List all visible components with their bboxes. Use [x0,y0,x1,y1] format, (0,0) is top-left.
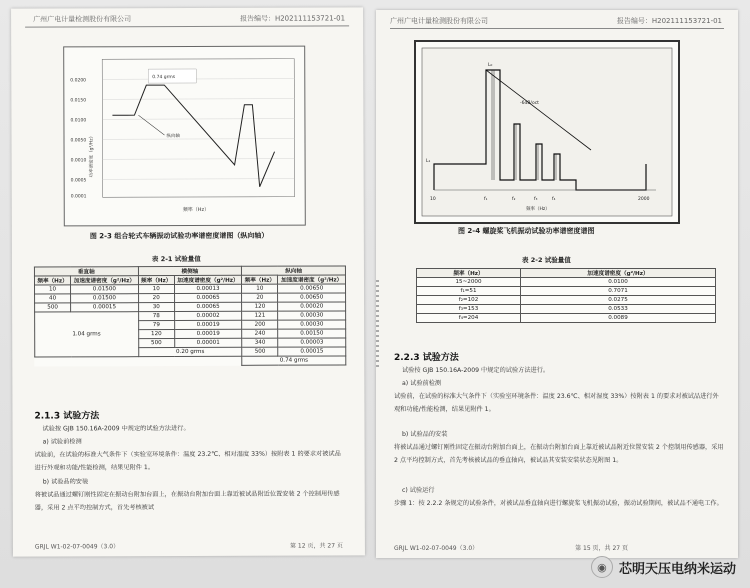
page-edge-marks [376,280,379,370]
cell: 0.00150 [278,329,346,338]
cell: 79 [138,321,174,330]
transverse-total: 0.20 grms [138,347,242,356]
left-x-axis-label: 频率（Hz） [182,206,210,214]
cell: 0.00030 [278,311,346,320]
right-para-7: 步骤 1：按 2.2.2 条规定的试验条件，对被试品垂直轴向进行螺旋桨飞机振动试验，振动试验期间，被试品不通电工作。 [394,500,723,507]
col-psd: 加速度谱密度（g²/Hz） [521,269,716,278]
right-para-6: c) 试验运行 [402,487,435,494]
cell: 10 [242,284,278,293]
right-psd-chart [416,42,678,222]
slope-label: -6dB/oct [520,101,539,106]
left-figure-caption: 图 2-3 组合轮式车辆振动试验功率谱密度谱图（纵向轴） [89,231,269,241]
longitudinal-total: 0.74 grms [242,356,346,365]
y-tick-2: 0.0150 [70,98,87,104]
cell: 0.00003 [278,338,346,347]
cell: 120 [138,330,174,339]
y-tick-6: 0.0005 [70,178,87,184]
left-test-level-table [34,265,346,366]
x-label-f2: f₂ [512,197,516,202]
y-tick-3: 0.0100 [70,118,87,124]
left-section-heading: 2.1.3 试验方法 [34,411,100,422]
cell: 0.0089 [521,314,716,323]
left-footer-doc-id: GRJL W1-02-07-0049（3.0） [34,543,120,551]
table-row [417,278,716,287]
y-label-l1: L₁ [426,159,431,164]
right-header-rule [390,28,724,29]
col-freq: 频率（Hz） [242,275,278,284]
right-figure-caption: 图 2-4 螺旋桨飞机振动试验功率谱密度谱图 [458,227,595,235]
left-psd-curve [112,85,274,188]
group-vertical: 垂直轴 [34,267,138,276]
cell: 121 [242,311,278,320]
table-row [417,305,716,314]
x-label-10: 10 [430,197,436,202]
cell: 0.0275 [521,296,716,305]
y-tick-7: 0.0001 [70,194,87,200]
col-psd: 加速度谱密度（g²/Hz） [71,276,139,285]
right-table-title: 表 2-2 试验量值 [522,256,571,264]
vertical-total: 1.04 grms [35,312,139,357]
right-section-heading: 2.2.3 试验方法 [394,353,459,363]
right-psd-figure [414,40,680,224]
left-table-title: 表 2-1 试验量值 [151,254,201,264]
table-group-header-row [34,266,345,276]
y-tick-5: 0.0010 [70,158,87,164]
right-x-axis-label: 频率（Hz） [526,207,550,212]
left-para-1: 试验按 GJB 150.16A-2009 中规定的试验方法进行。 [42,424,190,433]
watermark-text: 芯明天压电纳米运动 [618,561,736,577]
right-footer-page: 第 15 页，共 27 页 [575,545,628,552]
cell: f₃=153 [417,305,521,314]
table-row [417,296,716,305]
legend-label: 纵向轴 [166,134,181,140]
right-header-report-no: 报告编号：H202111153721-01 [616,17,722,25]
cell: 20 [242,293,278,302]
wechat-watermark [591,556,736,578]
left-para-5: 将被试品通过螺钉刚性固定在振动台附加台面上，在振动台附加台面上靠近被试品附近位置安装 2 个控制用传感器，采用 2 点平均控制方式，首先考核被试 [34,490,340,512]
cell: 0.00015 [71,303,139,312]
cell: 0.7071 [521,287,716,296]
cell: 0.00065 [174,293,242,302]
cell: 0.01500 [71,294,139,303]
group-transverse: 横侧轴 [138,266,242,275]
left-psd-figure [63,46,306,227]
cell: 30 [138,303,174,312]
left-para-3: 试验前，在试验的标准大气条件下（实验室环境条件：温度 23.2℃、相对湿度 33%）按附表 1 的要求对被试品进行外观和功能/性能检测，结果见附件 1。 [34,450,341,472]
cell: 0.01500 [71,285,139,294]
cell: 0.00030 [278,320,346,329]
right-para-3: 试验前，在试验的标准大气条件下（实验室环境条件：温度 23.6℃、相对湿度 33%）按附表 1 的要求对被试品进行外观和功能/性能检测，结果见附件 1。 [394,393,719,413]
cell: 0.00001 [174,338,242,347]
cell: 0.00020 [278,302,346,311]
left-header-org: 广州广电计量检测股份有限公司 [33,15,132,24]
cell: 40 [35,294,71,303]
right-para-4: b) 试验品的安装 [402,431,448,438]
right-para-5: 将被试品通过螺钉刚性固定在振动台附加台面上，在振动台附加台面上靠近被试品附近位置安装 2 个控制用传感器，采用 2 点平均控制方式，首先考核被试品的垂直轴向，被试品其安装安装状态见附图 1。 [394,444,724,464]
cell: 500 [138,339,174,348]
cell: 0.00013 [174,284,242,293]
col-freq: 频率（Hz） [138,276,174,285]
cell: 0.00015 [278,347,346,356]
y-tick-1: 0.0200 [70,78,87,84]
col-psd: 加速度谱密度（g²/Hz） [278,275,346,284]
right-header-org: 广州广电计量检测股份有限公司 [390,17,488,25]
table-row [35,356,346,366]
cell: 10 [35,285,71,294]
cell: f₄=204 [417,314,521,323]
col-freq: 频率（Hz） [417,269,521,278]
cell: 78 [138,312,174,321]
left-report-page [11,7,365,556]
left-header-report-no: 报告编号：H2021111537​21-01 [239,14,346,23]
right-test-level-table [416,268,716,323]
cell: 0.0100 [521,278,716,287]
cell: 0.0533 [521,305,716,314]
y-tick-4: 0.0050 [70,138,87,144]
cell: 10 [138,285,174,294]
x-label-f1: f₁ [484,197,488,202]
cell: f₁=51 [417,287,521,296]
cell: 340 [242,338,278,347]
wechat-icon: ◉ [591,556,613,578]
col-psd: 加速度谱密度（g²/Hz） [174,275,242,284]
x-label-f3: f₃ [534,197,538,202]
cell: 0.00065 [174,302,242,311]
left-y-axis-label: 功率谱密度（g²/Hz） [89,133,95,178]
left-header-rule [25,25,349,27]
cell: 20 [138,294,174,303]
cell: 500 [242,347,278,356]
x-label-f4: f₄ [552,197,556,202]
table-col-header-row [34,275,345,285]
left-para-2: a) 试验前检测 [42,438,82,446]
cell: 200 [242,320,278,329]
cell: 15~2000 [417,278,521,287]
right-footer-doc-id: GRJL W1-02-07-0049（3.0） [394,545,479,552]
cell: 120 [242,302,278,311]
cell: 0.00650 [278,284,346,293]
x-label-2000: 2000 [638,197,650,202]
table-col-header-row [417,269,716,278]
left-footer-page: 第 12 页，共 27 页 [290,542,343,550]
cell: 0.00002 [174,311,242,320]
cell: 0.00019 [174,329,242,338]
cell: 240 [242,329,278,338]
col-freq: 频率（Hz） [34,276,70,285]
chart-annotation: 0.74 grms [152,75,176,81]
cell: f₂=102 [417,296,521,305]
cell: 500 [35,303,71,312]
right-report-page [376,10,738,558]
left-para-4: b) 试验品的安装 [42,478,89,486]
right-para-2: a) 试验前检测 [402,380,442,387]
table-row [417,314,716,323]
cell: 0.00019 [174,320,242,329]
left-psd-chart [64,47,305,226]
table-row [417,287,716,296]
cell: 0.00650 [278,293,346,302]
y-label-l0: L₀ [488,63,493,68]
group-longitudinal: 纵向轴 [242,266,346,275]
right-para-1: 试验按 GJB 150.16A-2009 中规定的试验方法进行。 [402,367,550,374]
